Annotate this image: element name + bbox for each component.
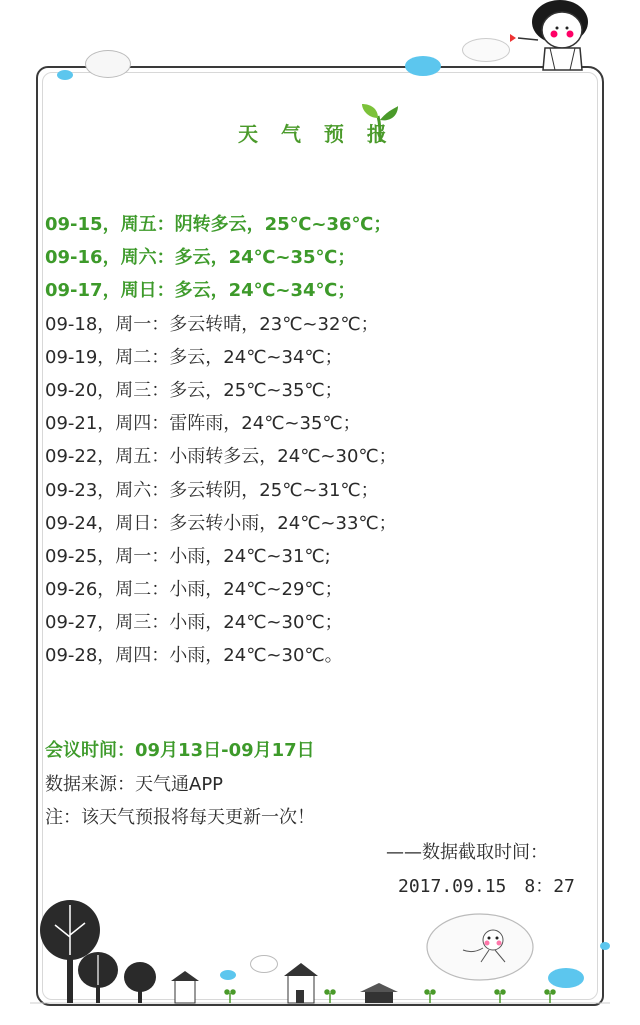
forecast-row: 09-23，周六：多云转阴，25℃~31℃；: [45, 479, 379, 501]
update-note: 注：该天气预报将每天更新一次！: [45, 807, 315, 828]
page-title: 天 气 预 报: [238, 122, 395, 146]
forecast-row: 09-21，周四：雷阵雨，24℃~35℃；: [45, 413, 361, 435]
house-icon: [360, 983, 398, 1003]
sprout-icon: [360, 100, 400, 144]
tree-icon: [40, 900, 100, 1003]
capture-time-value: 2017.09.15 8：27: [398, 876, 575, 897]
bubble-icon: [462, 38, 510, 62]
forecast-row: 09-28，周四：小雨，24℃~30℃。: [45, 645, 343, 667]
house-icon: [284, 963, 318, 1003]
girl-illustration: [500, 0, 620, 80]
bubble-icon: [405, 56, 441, 76]
forecast-row: 09-18，周一：多云转晴，23℃~32℃；: [45, 313, 379, 335]
forecast-row: 09-15，周五：阴转多云，25℃~36℃；: [45, 214, 392, 235]
forecast-row: 09-19，周二：多云，24℃~34℃；: [45, 346, 343, 368]
forecast-row: 09-17，周日：多云，24℃~34℃；: [45, 280, 356, 302]
forecast-row: 09-16，周六：多云，24℃~35℃；: [45, 247, 356, 269]
forecast-row: 09-24，周日：多云转小雨，24℃~33℃；: [45, 512, 397, 534]
house-icon: [171, 971, 199, 1003]
tree-icon: [78, 952, 118, 1003]
bubble-icon: [57, 70, 73, 80]
tree-icon: [124, 962, 156, 1003]
meeting-time: 会议时间：09月13日-09月17日: [45, 740, 315, 761]
baby-bubble-illustration: [425, 912, 535, 982]
forecast-row: 09-25，周一：小雨，24℃~31℃;: [45, 545, 331, 567]
forecast-row: 09-20，周三：多云，25℃~35℃；: [45, 379, 343, 401]
forecast-list: [45, 208, 397, 673]
capture-time-label: ——数据截取时间：: [386, 842, 548, 863]
forecast-row: 09-22，周五：小雨转多云，24℃~30℃；: [45, 446, 397, 468]
forecast-row: 09-27，周三：小雨，24℃~30℃；: [45, 612, 343, 634]
forecast-row: 09-26，周二：小雨，24℃~29℃；: [45, 579, 343, 601]
bubble-icon: [85, 50, 131, 78]
data-source: 数据来源：天气通APP: [45, 774, 224, 795]
